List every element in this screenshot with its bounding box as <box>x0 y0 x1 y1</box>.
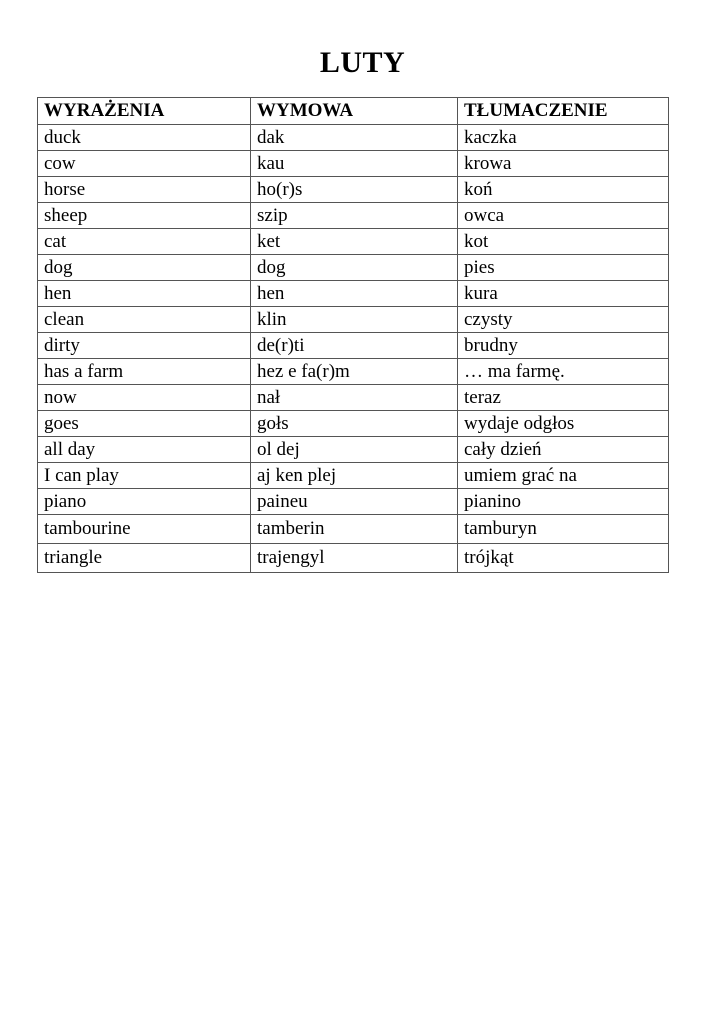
table-row <box>38 437 669 463</box>
cell-expression: clean <box>38 307 251 333</box>
cell-translation: cały dzień <box>458 437 669 463</box>
cell-expression: hen <box>38 281 251 307</box>
cell-pronunciation: dog <box>251 255 458 281</box>
cell-translation: wydaje odgłos <box>458 411 669 437</box>
table-row <box>38 411 669 437</box>
cell-pronunciation: de(r)ti <box>251 333 458 359</box>
cell-translation: czysty <box>458 307 669 333</box>
cell-pronunciation: klin <box>251 307 458 333</box>
cell-expression: piano <box>38 489 251 515</box>
cell-translation: pies <box>458 255 669 281</box>
vocabulary-table <box>37 97 669 573</box>
cell-pronunciation: kau <box>251 151 458 177</box>
cell-expression: dirty <box>38 333 251 359</box>
cell-translation: kaczka <box>458 125 669 151</box>
cell-expression: all day <box>38 437 251 463</box>
table-row <box>38 385 669 411</box>
cell-pronunciation: ho(r)s <box>251 177 458 203</box>
cell-pronunciation: hez e fa(r)m <box>251 359 458 385</box>
cell-pronunciation: ol dej <box>251 437 458 463</box>
cell-translation: … ma farmę. <box>458 359 669 385</box>
table-row <box>38 359 669 385</box>
cell-translation: kura <box>458 281 669 307</box>
cell-pronunciation: trajengyl <box>251 544 458 573</box>
cell-expression: horse <box>38 177 251 203</box>
cell-translation: krowa <box>458 151 669 177</box>
header-expressions: WYRAŻENIA <box>38 98 251 125</box>
cell-pronunciation: gołs <box>251 411 458 437</box>
cell-expression: now <box>38 385 251 411</box>
cell-pronunciation: paineu <box>251 489 458 515</box>
cell-pronunciation: ket <box>251 229 458 255</box>
cell-pronunciation: szip <box>251 203 458 229</box>
cell-expression: has a farm <box>38 359 251 385</box>
header-pronunciation: WYMOWA <box>251 98 458 125</box>
cell-expression: cow <box>38 151 251 177</box>
table-row <box>38 203 669 229</box>
cell-pronunciation: aj ken plej <box>251 463 458 489</box>
cell-translation: pianino <box>458 489 669 515</box>
header-translation: TŁUMACZENIE <box>458 98 669 125</box>
cell-expression: duck <box>38 125 251 151</box>
table-row <box>38 333 669 359</box>
table-header-row <box>38 98 669 125</box>
cell-translation: trójkąt <box>458 544 669 573</box>
cell-expression: triangle <box>38 544 251 573</box>
table-row <box>38 281 669 307</box>
table-row <box>38 255 669 281</box>
table-row <box>38 489 669 515</box>
cell-pronunciation: nał <box>251 385 458 411</box>
cell-expression: I can play <box>38 463 251 489</box>
cell-expression: dog <box>38 255 251 281</box>
table-row <box>38 463 669 489</box>
table-row <box>38 544 669 573</box>
cell-expression: goes <box>38 411 251 437</box>
table-row <box>38 151 669 177</box>
cell-pronunciation: tamberin <box>251 515 458 544</box>
cell-expression: tambourine <box>38 515 251 544</box>
cell-translation: owca <box>458 203 669 229</box>
page-title: LUTY <box>319 46 406 79</box>
cell-translation: kot <box>458 229 669 255</box>
cell-pronunciation: hen <box>251 281 458 307</box>
cell-translation: koń <box>458 177 669 203</box>
cell-expression: cat <box>38 229 251 255</box>
cell-translation: tamburyn <box>458 515 669 544</box>
table-row <box>38 307 669 333</box>
cell-translation: teraz <box>458 385 669 411</box>
table-row <box>38 229 669 255</box>
cell-expression: sheep <box>38 203 251 229</box>
cell-pronunciation: dak <box>251 125 458 151</box>
table-row <box>38 515 669 544</box>
table-row <box>38 125 669 151</box>
table-row <box>38 177 669 203</box>
cell-translation: brudny <box>458 333 669 359</box>
cell-translation: umiem grać na <box>458 463 669 489</box>
